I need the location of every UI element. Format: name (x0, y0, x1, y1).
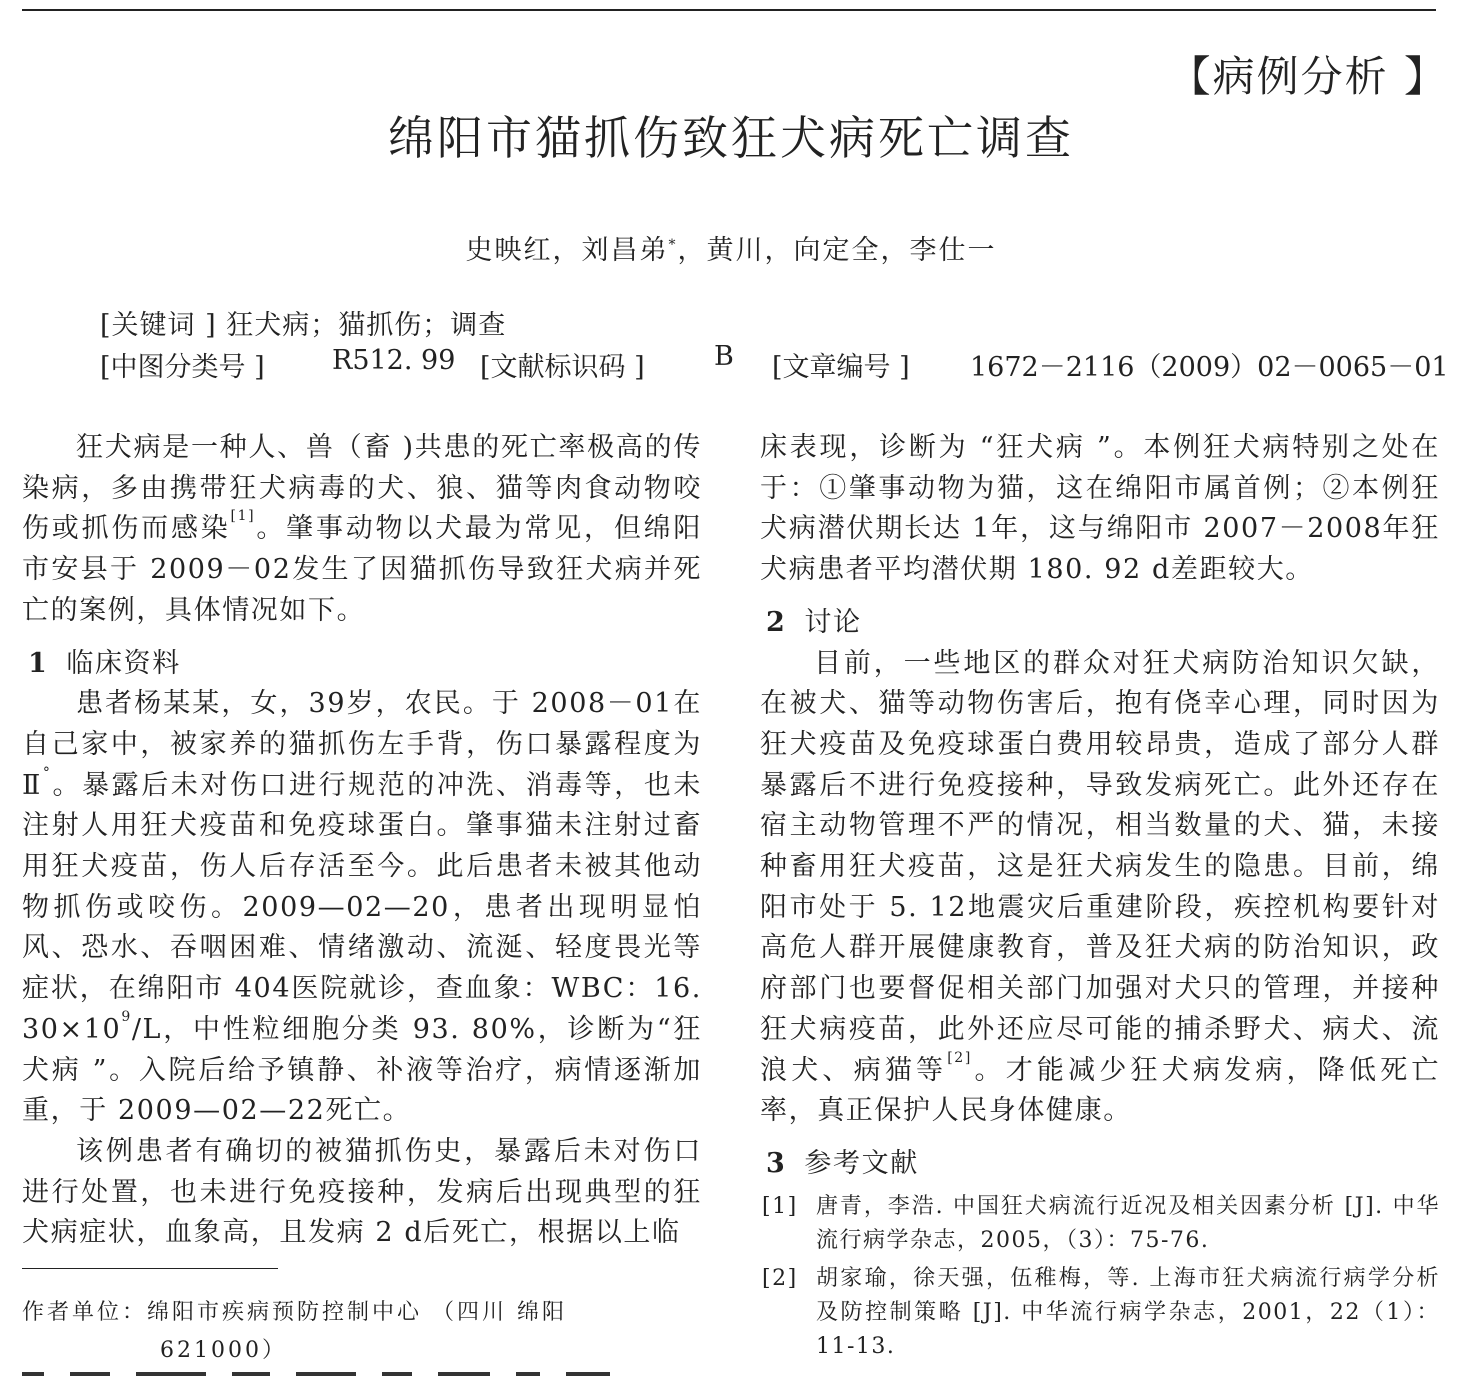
author-list (0, 228, 1462, 267)
section-tag: 【病例分析 】 (1168, 52, 1448, 101)
footnote-postcode: 621000） (160, 1338, 287, 1363)
section-title: 临床资料 (66, 647, 181, 679)
clc-label: [中图分类号 ] (100, 352, 265, 383)
author-affiliation-footnote (22, 1294, 702, 1370)
reference-number: [1] (762, 1194, 798, 1219)
diagnosis-paragraph: 该例患者有确切的被猫抓伤史，暴露后未对伤口进行处置，也未进行免疫接种，发病后出现典型的狂犬病症状，血象高，且发病 2 d后死亡，根据以上临 (22, 1135, 702, 1249)
intro-text-b: 。肇事动物以犬最为常见，但绵阳市安县于 2009－02发生了因猫抓伤导致狂犬病并死亡的案例，具体情况如下。 (22, 513, 703, 626)
diagnosis-continued: 床表现，诊断为 “狂犬病 ”。本例狂犬病特别之处在于：①肇事动物为猫，这在绵阳市属首例；②本例狂犬病潜伏期长达 1年，这与绵阳市 2007－2008年狂犬病患者平均潜伏期 180. 92 d差距较大。 (760, 432, 1440, 586)
intro-paragraph (22, 428, 702, 632)
article-no-value: 1672－2116（2009）02－0065－01 (970, 352, 1449, 383)
footnote-line: 作者单位：绵阳市疾病预防控制中心 （四川 绵阳 (22, 1300, 567, 1325)
intro-text-a: 狂犬病是一种人、兽（畜 )共患的死亡率极高的传染病，多由携带狂犬病毒的犬、狼、猫等肉食动物咬伤或抓伤而感染 (22, 432, 702, 545)
reference-text: 胡家瑜，徐天强，伍稚梅，等. 上海市狂犬病流行病学分析及防控制策略 [J]. 中华流行病学杂志，2001，22（1）：11-13. (816, 1266, 1440, 1359)
reference-item (762, 1262, 1440, 1364)
reference-list (762, 1190, 1440, 1368)
authors-rest: ，黄川，向定全，李仕一 (677, 235, 997, 266)
authors-first: 史映红，刘昌弟 (465, 235, 669, 266)
section-number: 1 (28, 647, 49, 679)
section-number: 3 (766, 1147, 787, 1179)
degree-mark: ° (42, 764, 52, 781)
right-column (760, 428, 1440, 1185)
doc-code-value: B (714, 341, 734, 372)
discussion-text-b: 。才能减少狂犬病发病，降低死亡率，真正保护人民身体健康。 (760, 1054, 1440, 1127)
footnote-rule (22, 1268, 278, 1269)
case-text-a: 患者杨某某，女，39岁，农民。于 2008－01在自己家中，被家养的猫抓伤左手背，伤口暴露程度为Ⅱ (22, 688, 702, 801)
section-title: 参考文献 (804, 1147, 919, 1179)
keywords: [关键词 ] 狂犬病；猫抓伤；调查 (100, 310, 507, 341)
section-heading-references (760, 1144, 1440, 1185)
cropped-text-line (22, 1372, 702, 1378)
section-number: 2 (766, 606, 787, 638)
case-text-b: 。暴露后未对伤口进行规范的冲洗、消毒等，也未注射人用狂犬疫苗和免疫球蛋白。肇事猫未注射过畜用狂犬疫苗，伤人后存活至今。此后患者未被其他动物抓伤或咬伤。2009—02—20，患者出现明显怕风、恐水、吞咽困难、情绪激动、流涎、轻度畏光等症状，在绵阳市 404医院就诊，查血象：WBC：16. 30×10 (22, 769, 702, 1045)
case-paragraph (22, 684, 702, 1132)
top-rule (22, 9, 1436, 11)
reference-text: 唐青，李浩. 中国狂犬病流行近况及相关因素分析 [J]. 中华流行病学杂志，2005，（3）：75-76. (816, 1194, 1440, 1253)
left-column (22, 428, 702, 1254)
discussion-text-a: 目前，一些地区的群众对狂犬病防治知识欠缺，在被犬、猫等动物伤害后，抱有侥幸心理，同时因为狂犬疫苗及免疫球蛋白费用较昂贵，造成了部分人群暴露后不进行免疫接种，导致发病死亡。此外还存在宿主动物管理不严的情况，相当数量的犬、猫，未接种畜用狂犬疫苗，这是狂犬病发生的隐患。目前，绵阳市处于 5. 12地震灾后重建阶段，疾控机构要针对高危人群开展健康教育，普及狂犬病的防治知识，政府部门也要督促相关部门加强对犬只的管理，并接种狂犬病疫苗，此外还应尽可能的捕杀野犬、病犬、流浪犬、病猫等 (760, 647, 1440, 1086)
reference-item (762, 1190, 1440, 1258)
case-text-c: /L，中性粒细胞分类 93. 80%，诊断为“狂犬病 ”。入院后给予镇静、补液等治疗，病情逐渐加重，于 2009—02—22死亡。 (22, 1013, 702, 1127)
reference-number: [2] (762, 1266, 798, 1291)
doc-code-label: [文献标识码 ] (480, 352, 645, 383)
citation-2: [2] (947, 1049, 972, 1066)
section-heading-clinical (22, 644, 702, 685)
article-title: 绵阳市猫抓伤致狂犬病死亡调查 (388, 111, 1074, 165)
corresponding-author-mark: * (668, 237, 678, 253)
discussion-paragraph (760, 644, 1440, 1132)
article-no-label: [文章编号 ] (772, 352, 910, 383)
citation-1: [1] (230, 508, 256, 525)
exponent: 9 (121, 1008, 132, 1025)
section-heading-discussion (760, 603, 1440, 644)
clc-value: R512. 99 (332, 345, 456, 376)
section-title: 讨论 (804, 606, 862, 638)
